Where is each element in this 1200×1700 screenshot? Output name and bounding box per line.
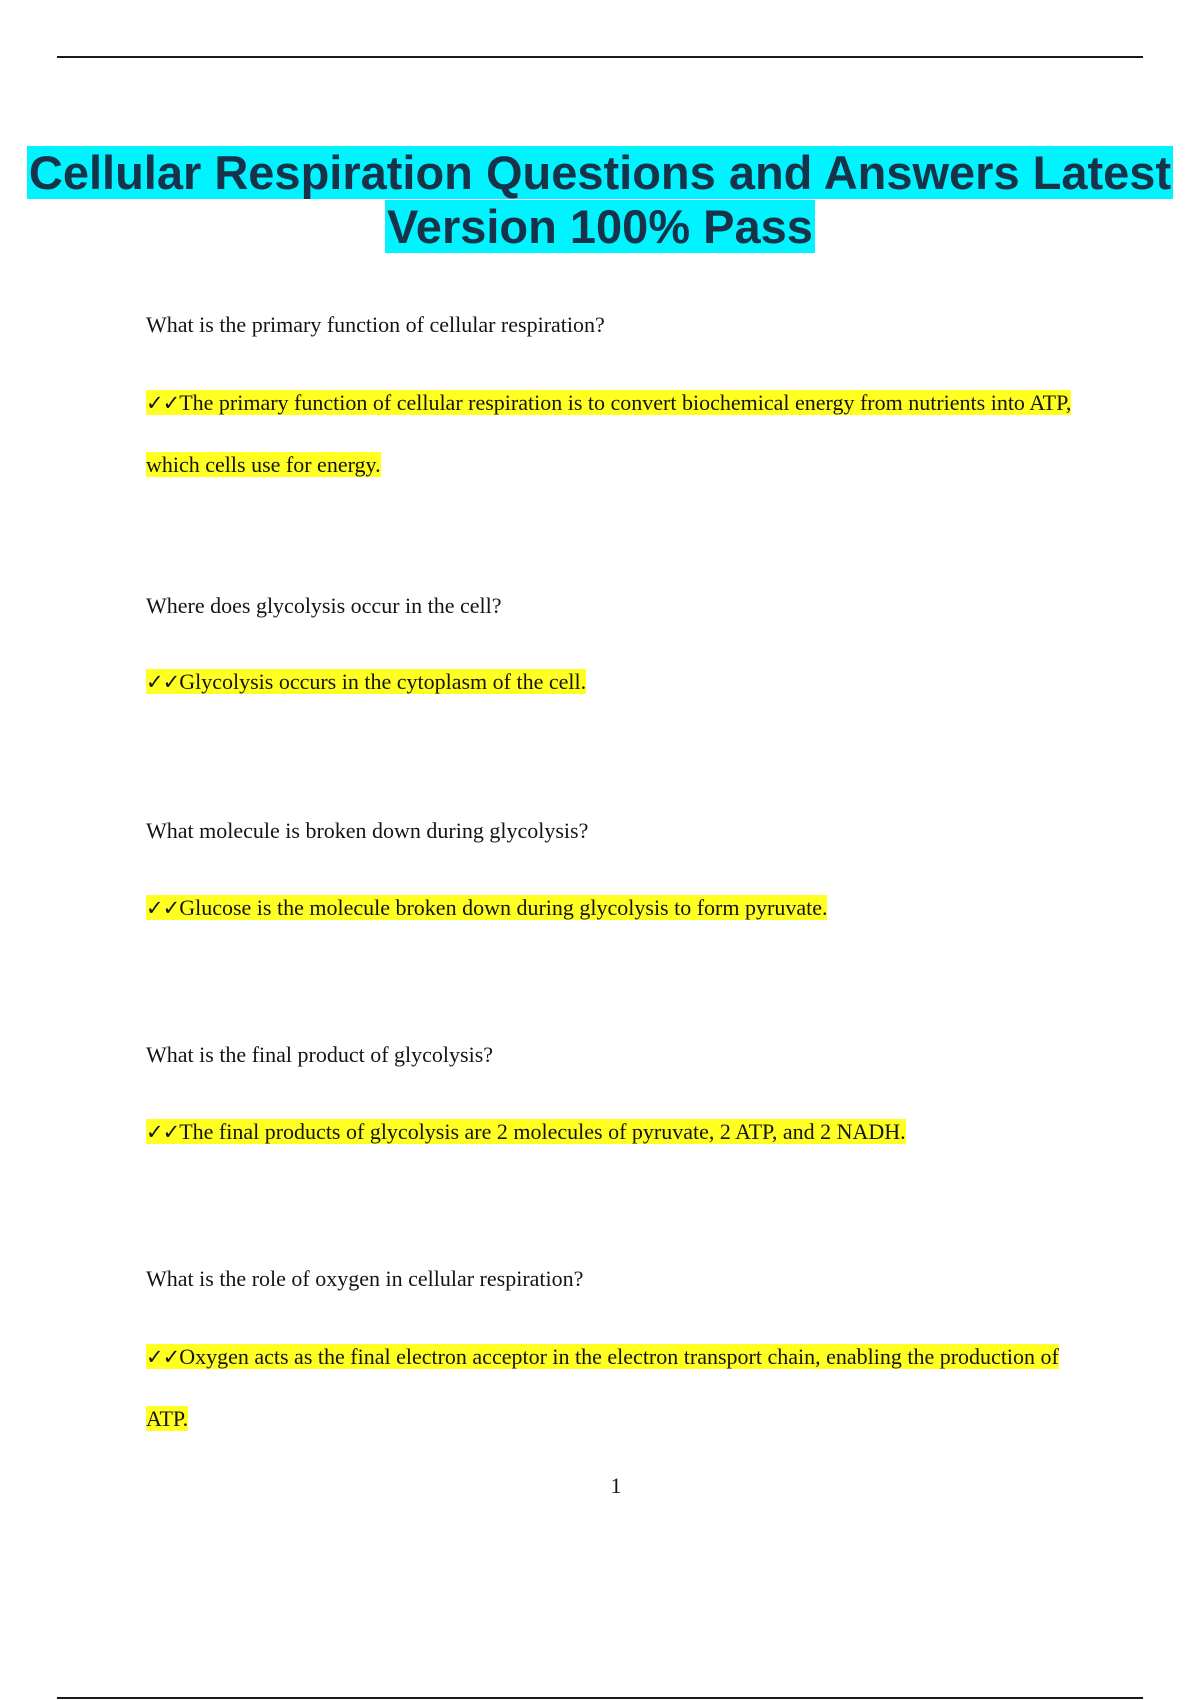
document-title: Cellular Respiration Questions and Answers Latest Version 100% Pass: [28, 146, 1172, 253]
check-mark-icon: ✓✓: [146, 391, 180, 415]
check-mark-icon: ✓✓: [146, 896, 180, 920]
question-2: Where does glycolysis occur in the cell?: [146, 593, 502, 618]
answer-3: [146, 877, 1076, 939]
question-4: What is the final product of glycolysis?: [146, 1042, 494, 1067]
check-mark-icon: ✓✓: [146, 670, 180, 694]
answer-2-text: Glycolysis occurs in the cytoplasm of the cell.: [179, 669, 587, 694]
answer-5: [146, 1326, 1076, 1449]
answer-2: [146, 651, 1076, 713]
bottom-rule: [57, 1697, 1143, 1699]
check-mark-icon: ✓✓: [146, 1120, 180, 1144]
answer-3-text: Glucose is the molecule broken down during glycolysis to form pyruvate.: [179, 895, 828, 920]
answer-5-text: Oxygen acts as the final electron acceptor in the electron transport chain, enabling the production of ATP.: [146, 1344, 1059, 1431]
page-number: 1: [610, 1473, 622, 1498]
answer-1: [146, 372, 1076, 495]
answer-4-text: The final products of glycolysis are 2 molecules of pyruvate, 2 ATP, and 2 NADH.: [179, 1119, 906, 1144]
title-block: [0, 146, 1200, 254]
question-1: What is the primary function of cellular respiration?: [146, 312, 605, 337]
check-mark-icon: ✓✓: [146, 1345, 180, 1369]
question-3: What molecule is broken down during glycolysis?: [146, 818, 589, 843]
answer-4: [146, 1101, 1076, 1163]
answer-1-text: The primary function of cellular respiration is to convert biochemical energy from nutrients into ATP, which cells use for energy.: [146, 390, 1072, 477]
question-5: What is the role of oxygen in cellular respiration?: [146, 1266, 584, 1291]
top-rule: [57, 56, 1143, 58]
